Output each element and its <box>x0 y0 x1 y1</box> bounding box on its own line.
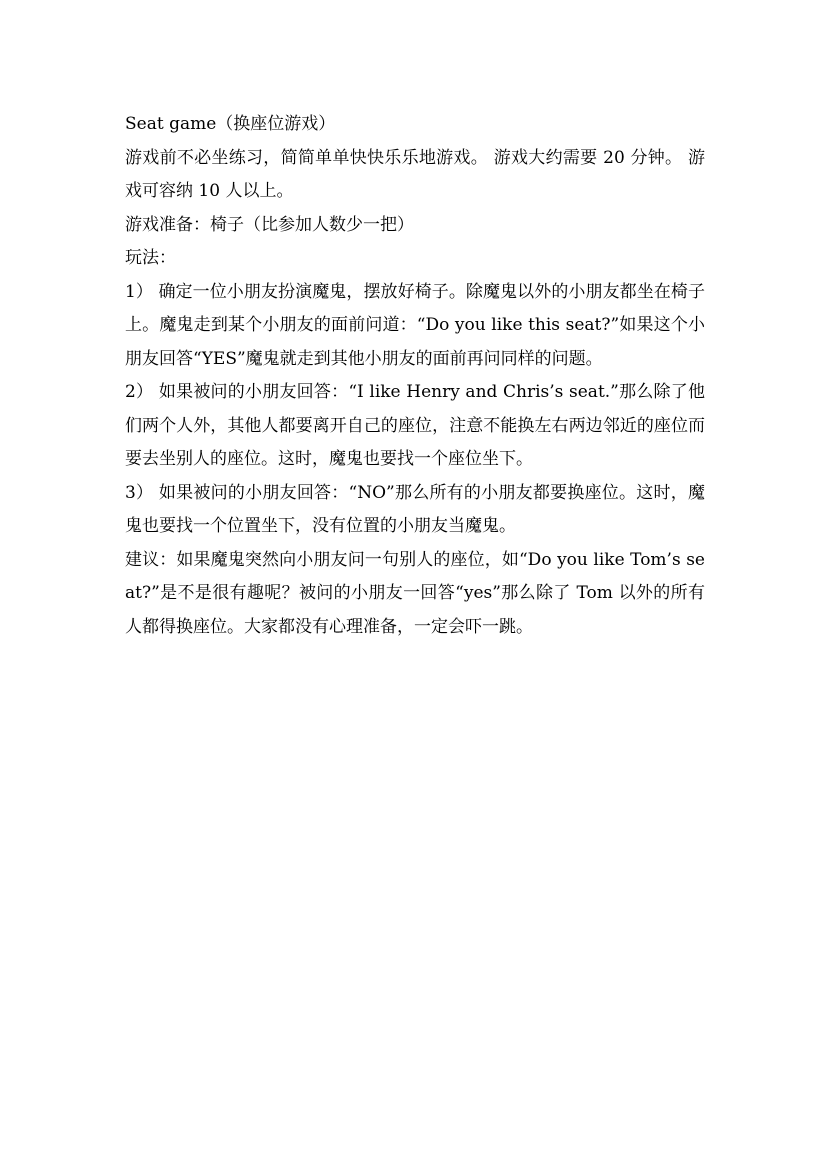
rule-step-1: 1） 确定一位小朋友扮演魔鬼，摆放好椅子。除魔鬼以外的小朋友都坐在椅子上。魔鬼走到某个小朋友的面前问道：“Do you like this seat?”如果这个小朋友回答“YES”魔鬼就走到其他小朋友的面前再问同样的问题。 <box>125 281 705 369</box>
how-to-play-label: 玩法： <box>125 248 176 268</box>
document-body <box>125 108 705 644</box>
document-title: Seat game（换座位游戏） <box>125 114 336 134</box>
rule-step-2: 2） 如果被问的小朋友回答：“I like Henry and Chris’s seat.”那么除了他们两个人外，其他人都要离开自己的座位，注意不能换左右两边邻近的座位而要去坐别人的座位。这时，魔鬼也要找一个座位坐下。 <box>125 382 705 469</box>
suggestion-paragraph: 建议：如果魔鬼突然向小朋友问一句别人的座位，如“Do you like Tom’s seat?”是不是很有趣呢？被问的小朋友一回答“yes”那么除了 Tom 以外的所有人都得换座位。大家都没有心理准备，一定会吓一跳。 <box>125 549 705 637</box>
intro-paragraph: 游戏前不必坐练习，简简单单快快乐乐地游戏。 游戏大约需要 20 分钟。 游戏可容纳 10 人以上。 <box>125 147 705 201</box>
preparation-paragraph: 游戏准备：椅子（比参加人数少一把） <box>125 214 414 235</box>
rule-step-3: 3） 如果被问的小朋友回答：“NO”那么所有的小朋友都要换座位。这时，魔鬼也要找一个位置坐下，没有位置的小朋友当魔鬼。 <box>125 482 705 536</box>
